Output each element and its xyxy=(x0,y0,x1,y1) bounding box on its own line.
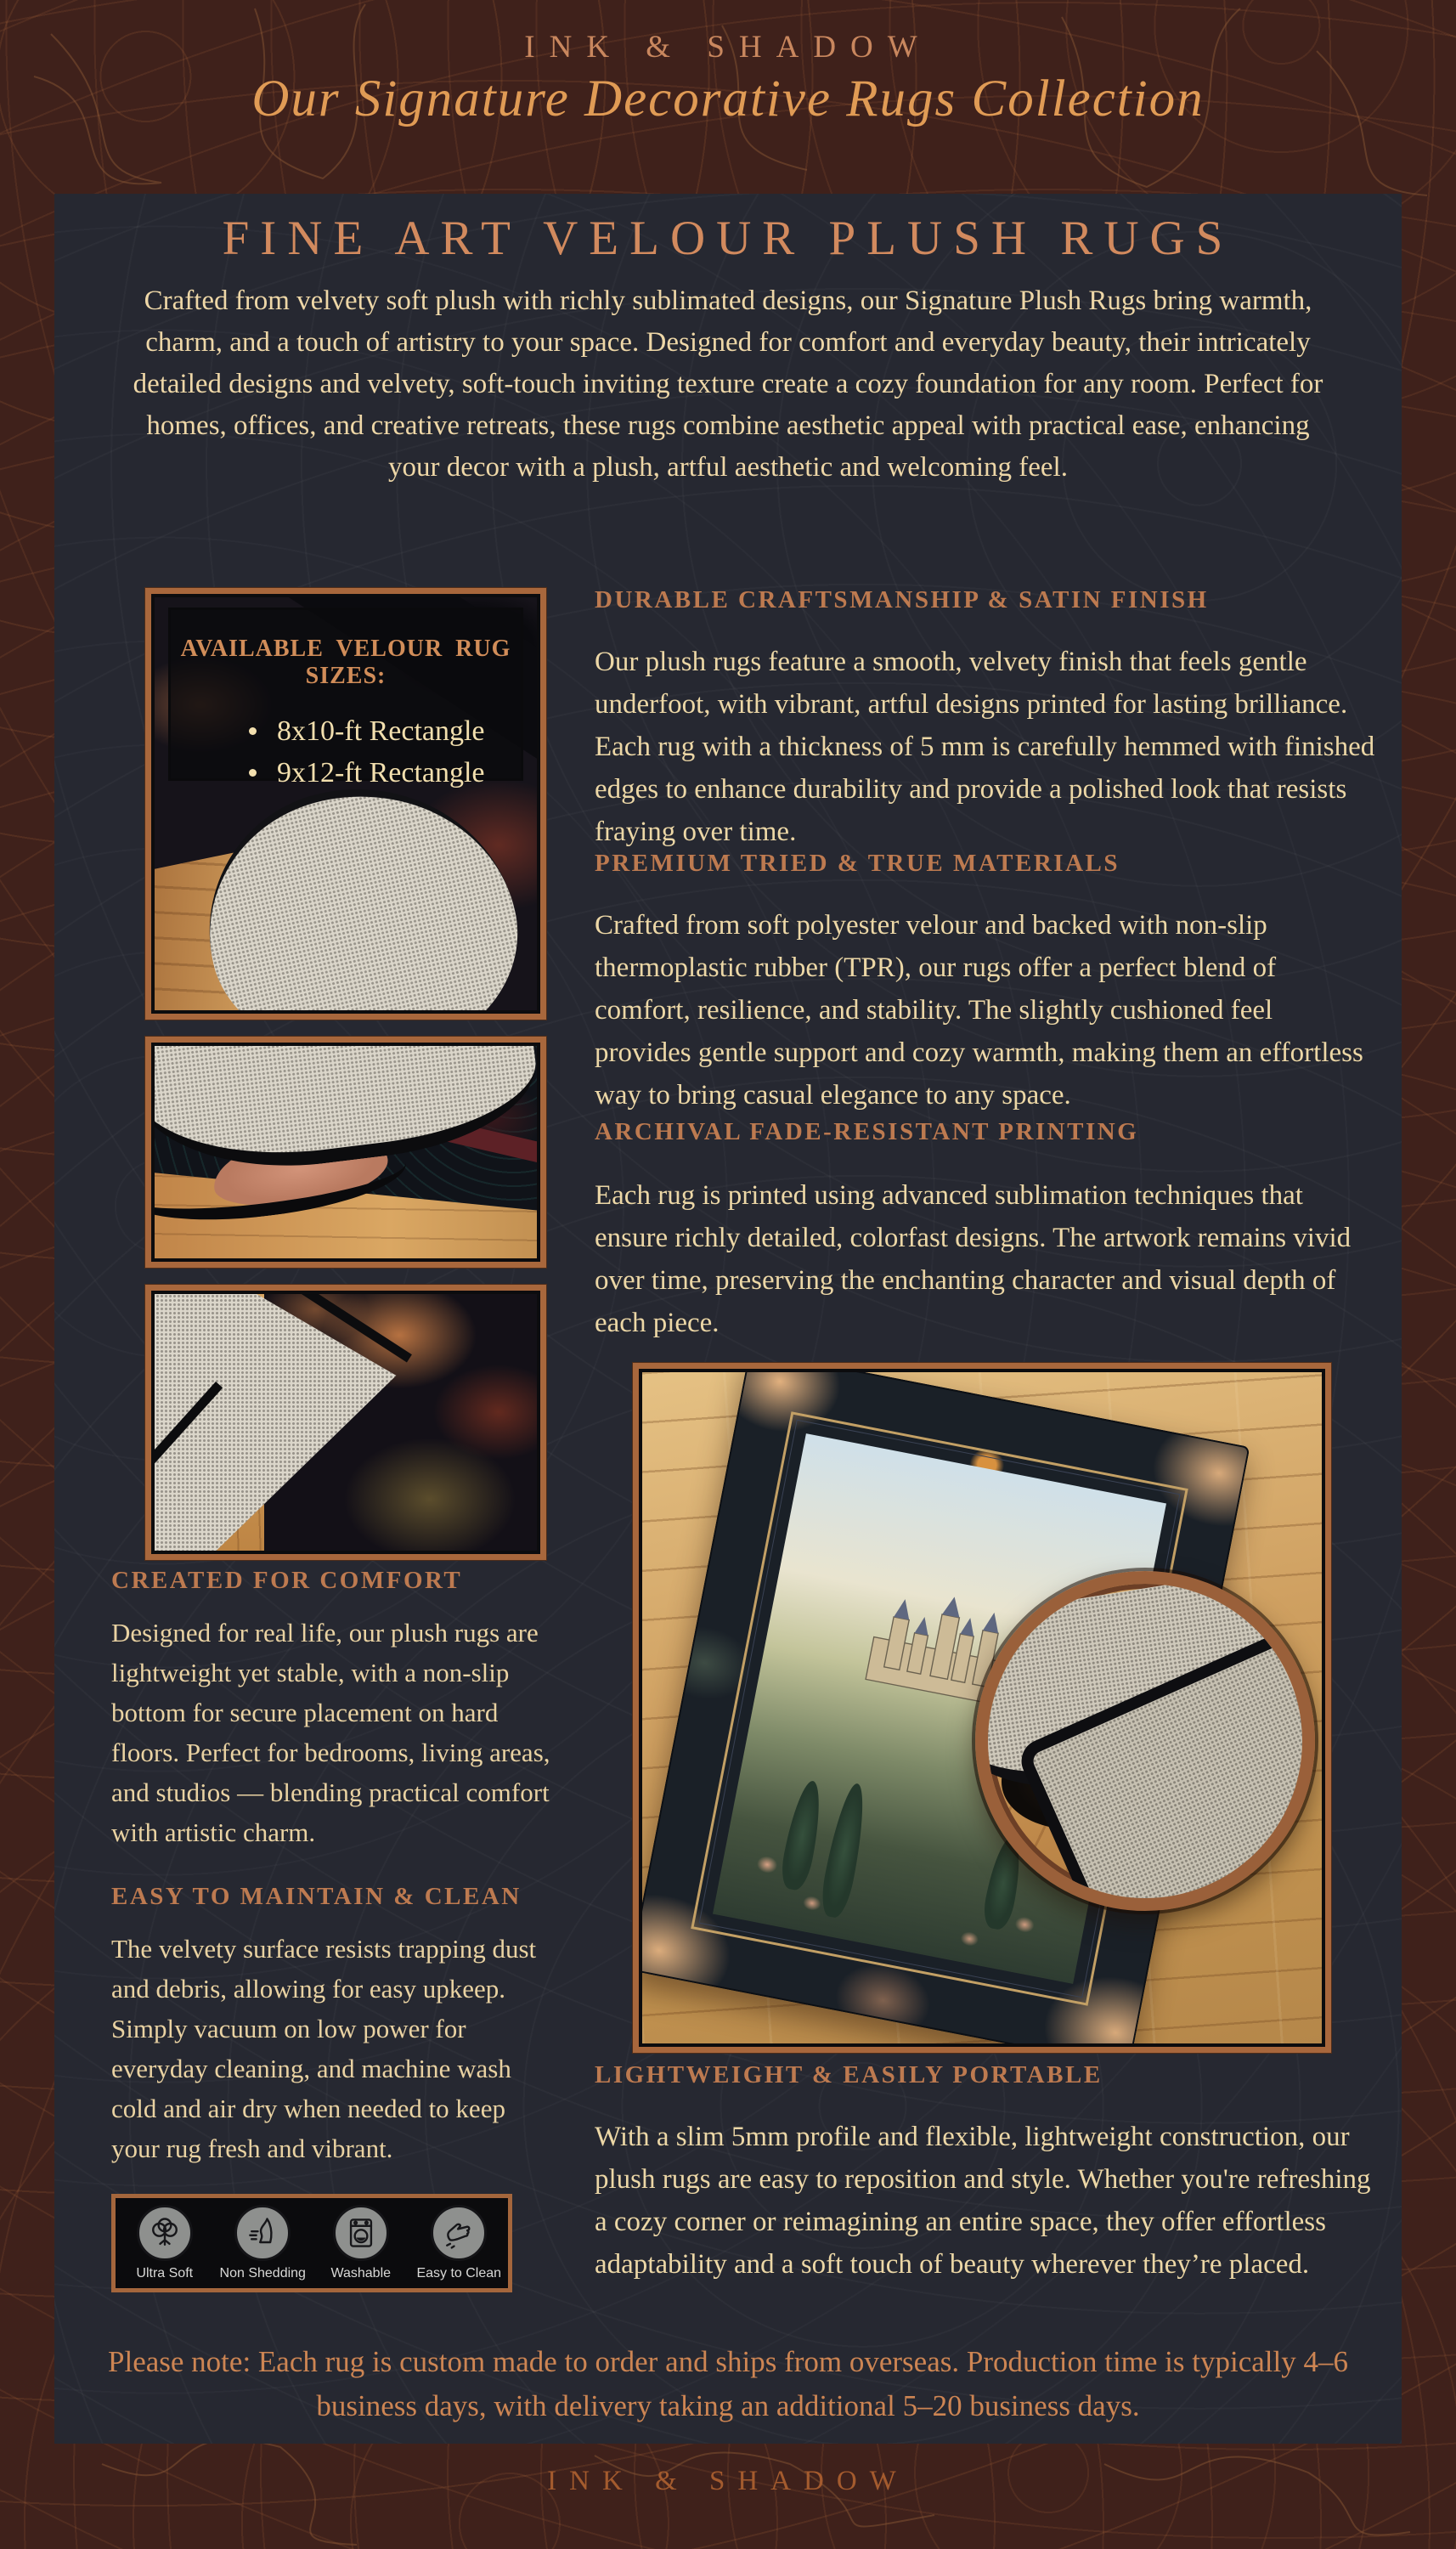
feature-label: Easy to Clean xyxy=(416,2266,502,2281)
page-title: FINE ART VELOUR PLUSH RUGS xyxy=(222,212,1234,265)
section-heading-clean: EASY TO MAINTAIN & CLEAN xyxy=(111,1883,522,1910)
intro-paragraph: Crafted from velvety soft plush with richly sublimated designs, our Signature Plush Rugs bring warmth, charm, and a touch of artistry to your space. Designed for comfort and everyday beauty, their intricately detailed designs and velvety, soft-touch inviting texture create a cozy foundation for any room. Perfect for homes, offices, and creative retreats, these rugs combine aesthetic appeal with practical ease, enhancing your decor with a plush, artful aesthetic and welcoming feel. xyxy=(133,285,1323,483)
sizes-box xyxy=(168,608,523,788)
feature-easy-clean xyxy=(410,2205,509,2281)
backing-detail-inset-circle xyxy=(975,1571,1315,1911)
photo-2-surface xyxy=(151,1043,540,1262)
cotton-icon xyxy=(137,2205,193,2261)
size-label: 9x12-ft Rectangle xyxy=(277,757,485,788)
photo-1-surface xyxy=(151,594,540,1014)
section-heading-materials: PREMIUM TRIED & TRUE MATERIALS xyxy=(595,850,1120,877)
feature-badges-panel xyxy=(111,2194,512,2292)
brand-name-top: INK & SHADOW xyxy=(524,30,932,65)
brand-tagline: Our Signature Decorative Rugs Collection xyxy=(251,71,1205,127)
cypress-tree xyxy=(778,1778,827,1892)
rug-room-photo xyxy=(633,1363,1331,2053)
foot-icon xyxy=(234,2205,291,2261)
feature-ultra-soft xyxy=(116,2205,214,2281)
feature-label: Ultra Soft xyxy=(136,2266,194,2281)
feature-label: Non Shedding xyxy=(219,2266,306,2281)
feature-label: Washable xyxy=(330,2266,392,2281)
size-item xyxy=(249,710,521,752)
bullet-dot xyxy=(249,769,257,777)
photo-3-surface xyxy=(151,1291,540,1554)
size-item xyxy=(249,752,521,794)
washing-machine-icon xyxy=(333,2205,389,2261)
hand-wipe-icon xyxy=(431,2205,487,2261)
section-body-materials: Crafted from soft polyester velour and backed with non-slip thermoplastic rubber (TPR), our rugs offer a perfect blend of comfort, resilience, and stability. The slightly cushioned feel provides gentle support and cozy warmth, making them an effortless way to bring casual elegance to any space. xyxy=(595,910,1363,1111)
section-body-printing: Each rug is printed using advanced sublimation techniques that ensure richly detailed, colorfast designs. The artwork remains vivid over time, preserving the enchanting character and visual depth of each piece. xyxy=(595,1180,1352,1338)
feature-non-shedding xyxy=(214,2205,313,2281)
section-heading-portable: LIGHTWEIGHT & EASILY PORTABLE xyxy=(595,2061,1103,2088)
sizes-list xyxy=(171,710,521,794)
sizes-box-heading: AVAILABLE VELOUR RUG SIZES: xyxy=(180,636,511,689)
section-body-craftsmanship: Our plush rugs feature a smooth, velvety finish that feels gentle underfoot, with vibrant, artful designs printed for lasting brilliance. Each rug with a thickness of 5 mm is carefully hemmed with finished edges to enhance durability and provide a polished look that resists fraying over time. xyxy=(595,647,1375,847)
bullet-dot xyxy=(249,727,257,735)
room-photo-surface xyxy=(639,1369,1325,2047)
rug-edge-photo-2 xyxy=(145,1037,546,1268)
section-body-comfort: Designed for real life, our plush rugs are lightweight yet stable, with a non-slip bottom for secure placement on hard floors. Perfect for bedrooms, living areas, and studios — blending practical comfort with artistic charm. xyxy=(111,1618,550,1847)
section-heading-craftsmanship: DURABLE CRAFTSMANSHIP & SATIN FINISH xyxy=(595,586,1209,613)
section-heading-printing: ARCHIVAL FADE-RESISTANT PRINTING xyxy=(595,1118,1139,1145)
cypress-tree xyxy=(817,1781,872,1920)
size-label: 8x10-ft Rectangle xyxy=(277,715,485,747)
section-heading-comfort: CREATED FOR COMFORT xyxy=(111,1567,463,1594)
section-body-clean: The velvety surface resists trapping dust and debris, allowing for easy upkeep. Simply vacuum on low power for everyday cleaning, and machine wash cold and air dry when needed to keep your rug fresh and vibrant. xyxy=(111,1934,537,2163)
brand-name-footer: INK & SHADOW xyxy=(547,2466,909,2496)
section-body-portable: With a slim 5mm profile and flexible, lightweight construction, our plush rugs are easy to reposition and style. Whether you're refreshing a cozy corner or reimagining an entire space, they offer effortless adaptability and a soft touch of beauty wherever they’re placed. xyxy=(595,2122,1371,2280)
rug-backing-photo-1 xyxy=(145,588,546,1020)
rug-corner-photo-3 xyxy=(145,1285,546,1560)
feature-washable xyxy=(312,2205,410,2281)
production-note: Please note: Each rug is custom made to order and ships from overseas. Production time is typically 4–6 business days, with delivery taking an additional 5–20 business days. xyxy=(108,2345,1348,2422)
